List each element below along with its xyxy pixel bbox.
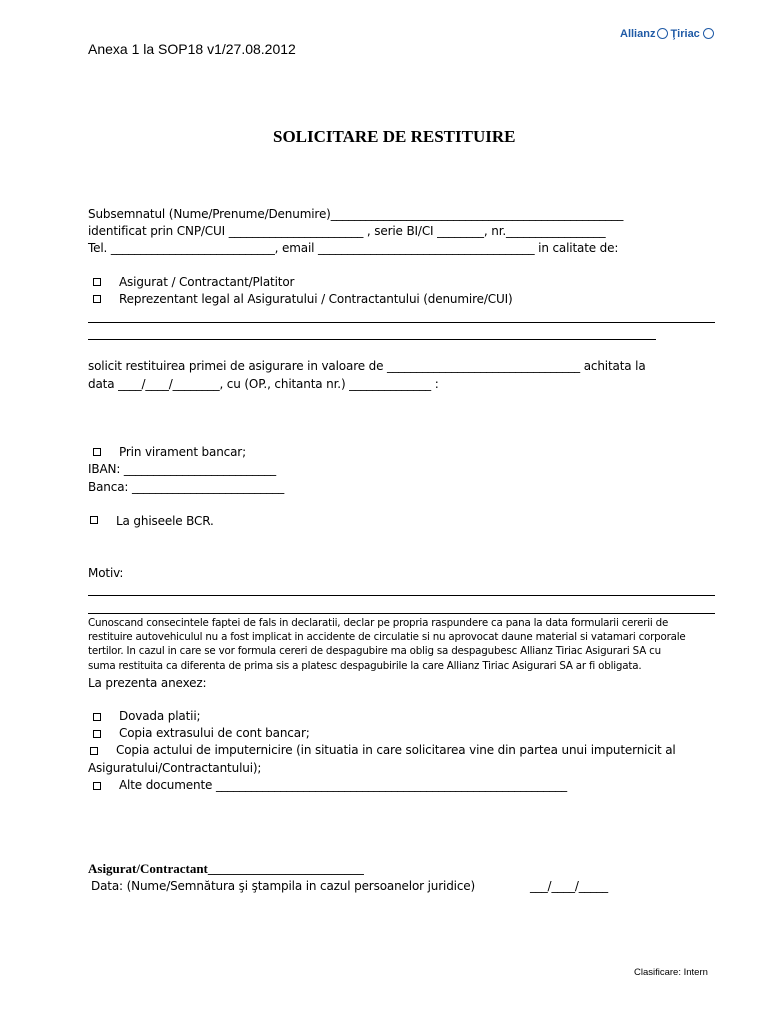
- power-of-attorney-label: Copia actului de imputernicire (in situatia in care solicitarea vine din partea unui imputernicit al: [116, 743, 676, 757]
- iban-field[interactable]: IBAN: __________________________: [88, 462, 277, 476]
- reason-line-1[interactable]: [88, 595, 715, 596]
- page-title: SOLICITARE DE RESTITUIRE: [273, 127, 516, 146]
- bcr-counter-label: La ghiseele BCR.: [116, 514, 214, 528]
- bank-transfer-label: Prin virament bancar;: [119, 445, 246, 459]
- checkbox-payment-proof[interactable]: [93, 713, 101, 721]
- annex-reference: Anexa 1 la SOP18 v1/27.08.2012: [88, 41, 296, 57]
- request-date-line: data ____/____/________, cu (OP., chitanta nr.) ______________ :: [88, 377, 439, 391]
- checkbox-other-documents[interactable]: [93, 782, 101, 790]
- checkbox-legal-representative[interactable]: [93, 295, 101, 303]
- bank-statement-label: Copia extrasului de cont bancar;: [119, 726, 310, 740]
- option-legal-representative-label: Reprezentant legal al Asiguratului / Contractantului (denumire/CUI): [119, 292, 513, 306]
- bank-name-field[interactable]: Banca: __________________________: [88, 480, 285, 494]
- request-amount-line: solicit restituirea primei de asigurare in valoare de _________________________________ achitata la: [88, 359, 646, 373]
- declaration-line-2: restituire autovehiculul nu a fost implicat in accidente de circulatie si nu aprovocat daune material si vatamari corporale: [88, 631, 686, 643]
- reason-line-2[interactable]: [88, 613, 715, 614]
- logo-left-text: Allianz: [620, 28, 656, 40]
- checkbox-bank-statement[interactable]: [93, 730, 101, 738]
- power-of-attorney-label-cont: Asiguratului/Contractantului);: [88, 761, 262, 775]
- classification-label: Clasificare: Intern: [634, 967, 708, 978]
- logo-right-text: Ţiriac: [670, 28, 700, 40]
- declaration-line-3: tertilor. In cazul in care se vor formula cereri de despagubire ma oblig sa despagubesc Allianz Tiriac Asigurari SA cu: [88, 645, 661, 657]
- signature-date-line: Data: (Nume/Semnătura şi ştampila in cazul persoanelor juridice): [91, 879, 476, 893]
- annex-label: La prezenta anexez:: [88, 676, 207, 690]
- allianz-eagle-icon: [657, 28, 668, 39]
- checkbox-bcr-counter[interactable]: [90, 516, 98, 524]
- identity-contact-line: Tel. ____________________________, email _____________________________________ in calitate de:: [88, 241, 619, 255]
- identity-id-line: identificat prin CNP/CUI _______________________ , serie BI/CI ________, nr._________________: [88, 224, 606, 238]
- other-documents-label: Alte documente ____________________________________________________________: [119, 778, 567, 792]
- reason-label: Motiv:: [88, 566, 124, 580]
- option-insured-label: Asigurat / Contractant/Platitor: [119, 275, 295, 289]
- representative-line-1[interactable]: [88, 322, 715, 323]
- representative-line-2[interactable]: [88, 339, 656, 340]
- tiriac-emblem-icon: [703, 28, 714, 39]
- payment-proof-label: Dovada platii;: [119, 709, 201, 723]
- declaration-line-1: Cunoscand consecintele faptei de fals in declaratii, declar pe propria raspundere ca pana la data formularii cererii de: [88, 617, 669, 629]
- declaration-line-4: suma restituita ca diferenta de prima sis a platesc despagubirile la care Allianz Tiriac Asigurari SA ar fi obligata.: [88, 660, 642, 672]
- signature-label: Asigurat/Contractant________________________: [88, 861, 364, 876]
- company-logo: [620, 28, 716, 40]
- checkbox-insured[interactable]: [93, 278, 101, 286]
- signature-date-field[interactable]: ___/____/_____: [530, 879, 608, 893]
- checkbox-bank-transfer[interactable]: [93, 448, 101, 456]
- checkbox-power-of-attorney[interactable]: [90, 747, 98, 755]
- identity-name-line: Subsemnatul (Nume/Prenume/Denumire)__________________________________________________: [88, 207, 624, 221]
